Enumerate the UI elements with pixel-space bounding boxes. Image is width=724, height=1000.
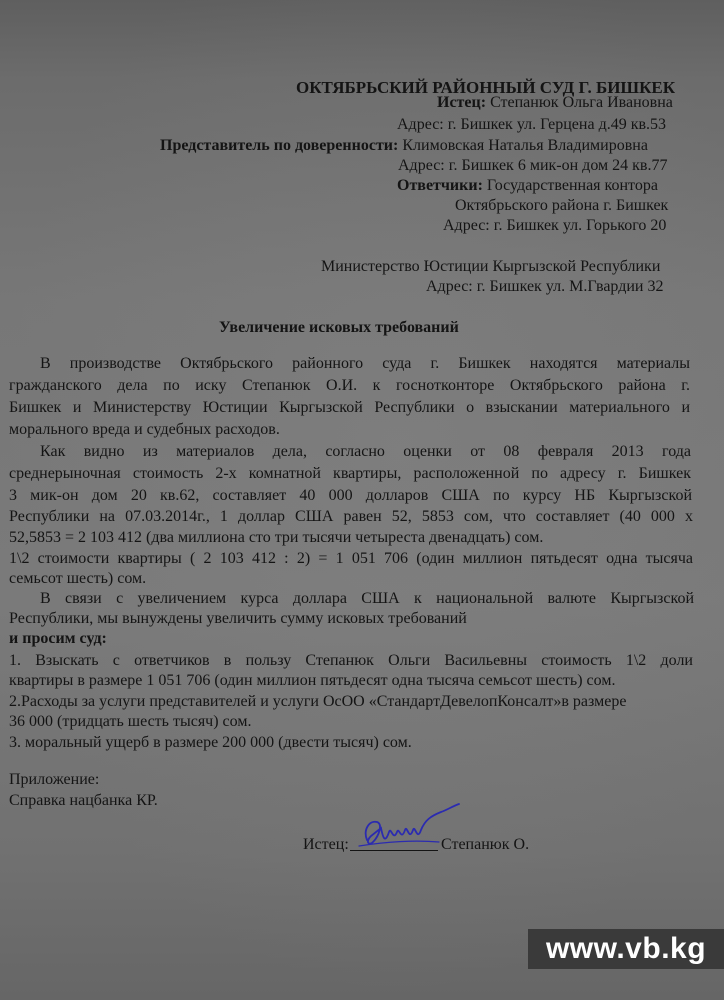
defendants-label: Ответчики: (397, 177, 483, 194)
p1-line2: гражданского дела по иску Степанюк О.И. к госнотконторе Октябрьского района г. (9, 377, 690, 394)
defendant2-name: Министерство Юстиции Кыргызской Республики (321, 258, 661, 275)
representative-line (160, 137, 648, 155)
watermark-text: www.vb.kg (545, 932, 707, 965)
p1-line1: В производстве Октябрьского районного суда г. Бишкек находятся материалы (40, 355, 690, 372)
defendant1-line2: Октябрьского района г. Бишкек (455, 197, 669, 214)
representative-address: Адрес: г. Бишкек 6 мик-он дом 24 кв.77 (398, 157, 668, 174)
p2-line4: Республики на 07.03.2014г., 1 доллар США равен 52, 5853 сом, что составляет (40 000 х (9, 508, 693, 525)
p4-line1: В связи с увеличением курса доллара США к национальной валюте Кыргызской (40, 590, 694, 607)
p2-line5: 52,5853 = 2 103 412 (два миллиона сто три тысячи четыреста двенадцать) сом. (9, 529, 544, 546)
defendant1-address: Адрес: г. Бишкек ул. Горького 20 (443, 217, 667, 234)
p3-line2: семьсот шесть) сом. (9, 570, 147, 587)
request2-line1: 2.Расходы за услуги представителей и услуги ОсОО «СтандартДевелопКонсалт»в размере (9, 693, 627, 710)
request3: 3. моральный ущерб в размере 200 000 (двести тысяч) сом. (9, 734, 412, 751)
p2-line1: Как видно из материалов дела, согласно оценки от 08 февраля 2013 года (40, 443, 691, 460)
request1-line1: 1. Взыскать с ответчиков в пользу Степанюк Ольги Васильевны стоимость 1\2 доли (9, 652, 693, 669)
defendant1-line1: Государственная контора (486, 177, 658, 194)
appendix-item: Справка нацбанка КР. (9, 792, 158, 809)
plaintiff-name: Степанюк Ольга Ивановна (490, 94, 673, 111)
representative-name: Климовская Наталья Владимировна (402, 137, 648, 154)
plaintiff-label: Истец: (437, 94, 487, 111)
plaintiff-address: Адрес: г. Бишкек ул. Герцена д.49 кв.53 (397, 116, 667, 133)
p4-line2: Республики, мы вынуждены увеличить сумму исковых требований (9, 610, 467, 627)
site-watermark (528, 929, 724, 969)
p1-line4: морального вреда и судебных расходов. (9, 421, 280, 438)
signature-label: Истец: (303, 836, 349, 853)
p2-line3: 3 мик-он дом 20 кв.62, составляет 40 000 долларов США по курсу НБ Кыргызской (9, 487, 692, 504)
request1-line2: квартиры в размере 1 051 706 (один миллион пятьдесят одна тысяча семьсот шесть) сом. (9, 672, 616, 689)
appendix-label: Приложение: (9, 771, 100, 788)
p3-line1: 1\2 стоимости квартиры ( 2 103 412 : 2) = 1 051 706 (один миллион пятьдесят одна тысяча (9, 550, 693, 567)
plaintiff-line (437, 94, 673, 112)
p1-line3: Бишкек и Министерству Юстиции Кыргызской Республики о взыскании материального и (9, 399, 690, 416)
representative-label: Представитель по доверенности: (160, 137, 399, 154)
request2-line2: 36 000 (тридцать шесть тысяч) сом. (9, 713, 252, 730)
p2-line2: среднерыночная стоимость 2-х комнатной квартиры, расположенной по адресу г. Бишкек (9, 465, 691, 482)
request-heading: и просим суд: (9, 630, 107, 647)
signature-name: Степанюк О. (441, 836, 530, 853)
document-title: Увеличение исковых требований (219, 319, 459, 336)
court-name: ОКТЯБРЬСКИЙ РАЙОННЫЙ СУД Г. БИШКЕК (296, 78, 676, 97)
defendant2-address: Адрес: г. Бишкек ул. М.Гвардии 32 (426, 278, 664, 295)
defendants-line (397, 177, 658, 195)
